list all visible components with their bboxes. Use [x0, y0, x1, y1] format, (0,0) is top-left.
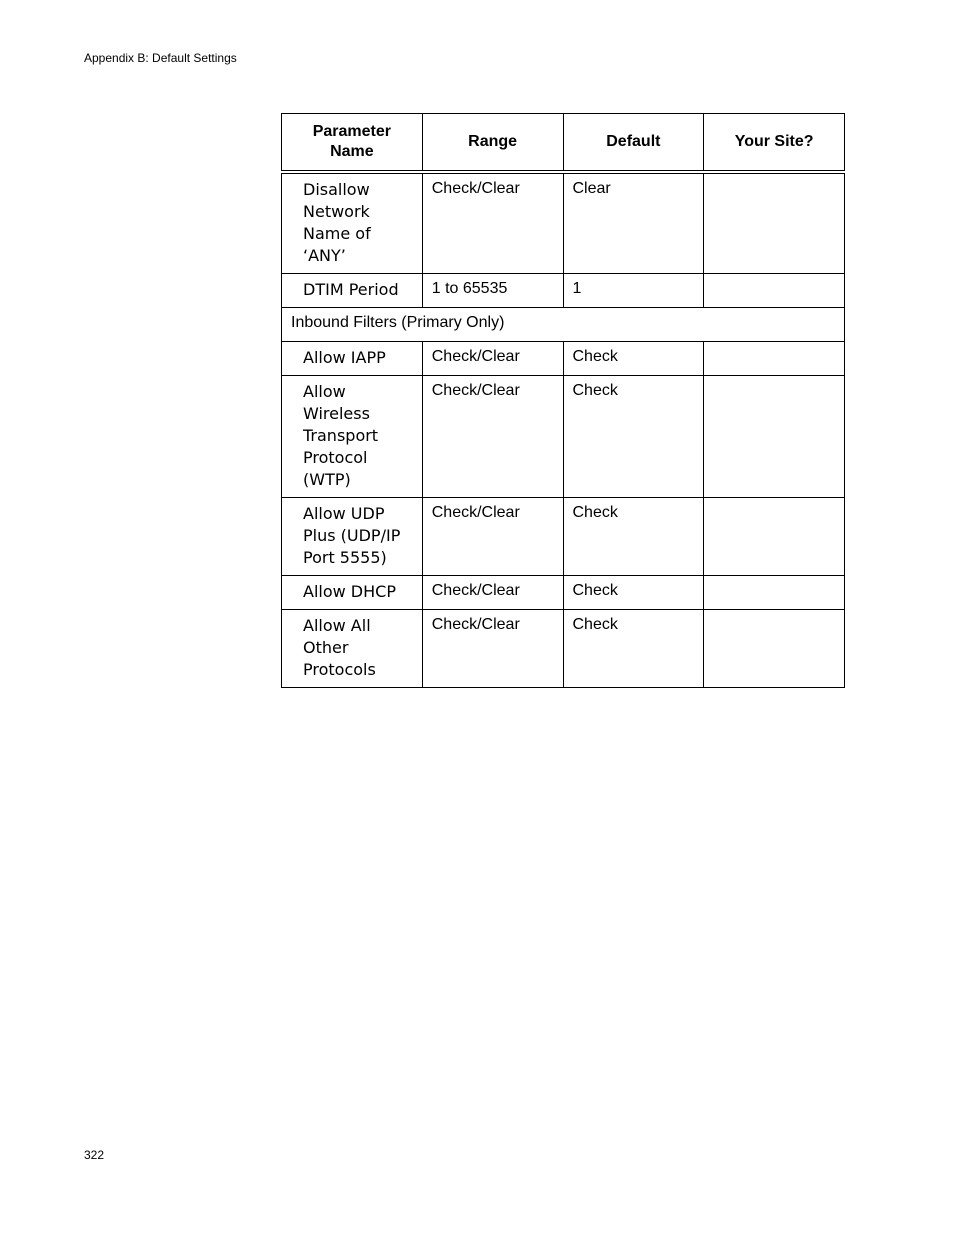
column-header-parameter-name: Parameter Name	[282, 114, 423, 173]
parameter-name-cell: DTIM Period	[282, 274, 423, 308]
your-site-cell	[704, 172, 845, 274]
table-row	[282, 342, 845, 376]
section-heading-inbound-filters: Inbound Filters (Primary Only)	[282, 308, 845, 342]
your-site-cell	[704, 576, 845, 610]
default-cell: Check	[563, 576, 704, 610]
running-header: Appendix B: Default Settings	[84, 51, 237, 65]
range-cell: 1 to 65535	[422, 274, 563, 308]
parameter-name-cell: Allow DHCP	[282, 576, 423, 610]
parameter-name: Disallow Network Name of ‘ANY’	[303, 180, 371, 265]
range-cell: Check/Clear	[422, 576, 563, 610]
your-site-cell	[704, 498, 845, 576]
parameter-name-cell: Allow IAPP	[282, 342, 423, 376]
parameter-name-cell	[282, 376, 423, 498]
parameter-name-cell	[282, 498, 423, 576]
range-cell: Check/Clear	[422, 376, 563, 498]
default-cell: Check	[563, 342, 704, 376]
range-cell: Check/Clear	[422, 610, 563, 688]
table-section-row	[282, 308, 845, 342]
parameter-name-cell	[282, 172, 423, 274]
column-header-default: Default	[563, 114, 704, 173]
your-site-cell	[704, 342, 845, 376]
default-cell: 1	[563, 274, 704, 308]
table-row	[282, 376, 845, 498]
your-site-cell	[704, 274, 845, 308]
range-cell: Check/Clear	[422, 342, 563, 376]
default-cell: Check	[563, 498, 704, 576]
table-row	[282, 274, 845, 308]
default-cell: Clear	[563, 172, 704, 274]
your-site-cell	[704, 376, 845, 498]
column-header-range: Range	[422, 114, 563, 173]
default-settings-table	[281, 113, 845, 688]
table-row	[282, 610, 845, 688]
default-cell: Check	[563, 610, 704, 688]
parameter-name: Allow UDP Plus (UDP/IP Port 5555)	[303, 504, 401, 567]
table-header-row	[282, 114, 845, 173]
table-row	[282, 576, 845, 610]
range-cell: Check/Clear	[422, 498, 563, 576]
page-number: 322	[84, 1148, 105, 1162]
parameter-name: Allow Wireless Transport Protocol (WTP)	[303, 382, 379, 489]
parameter-name-cell	[282, 610, 423, 688]
parameter-name: Allow All Other Protocols	[303, 616, 376, 679]
column-header-your-site: Your Site?	[704, 114, 845, 173]
default-cell: Check	[563, 376, 704, 498]
your-site-cell	[704, 610, 845, 688]
range-cell: Check/Clear	[422, 172, 563, 274]
table-row	[282, 172, 845, 274]
table-row	[282, 498, 845, 576]
